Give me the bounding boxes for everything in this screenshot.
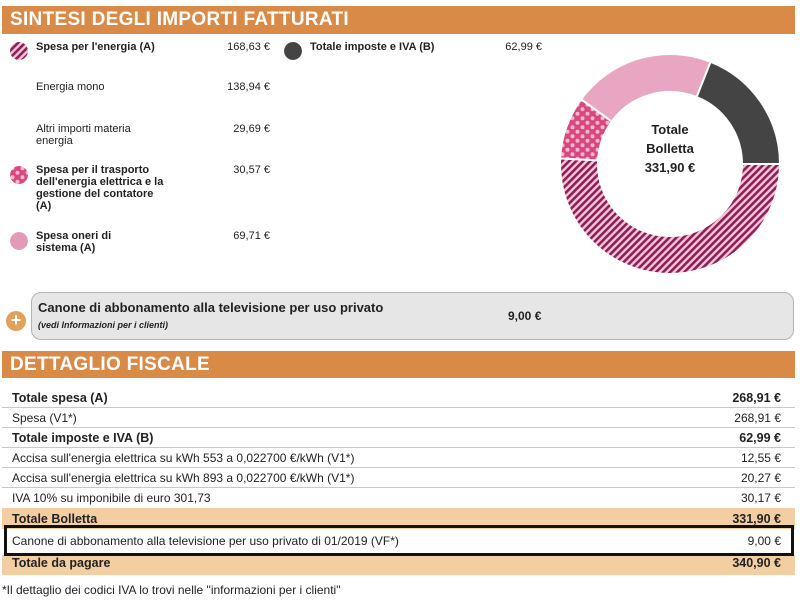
fiscal-row-label: Canone di abbonamento alla televisione per uso privato di 01/2019 (VF*) xyxy=(12,534,399,548)
fiscal-row-amount: 268,91 € xyxy=(732,391,781,405)
fiscal-row xyxy=(2,388,795,408)
legend-altri-label: Altri importi materia energia xyxy=(36,123,131,147)
legend-altri-amount: 29,69 € xyxy=(233,123,270,135)
legend-taxes-amount: 62,99 € xyxy=(505,41,542,53)
fiscal-row-label: IVA 10% su imponibile di euro 301,73 xyxy=(12,491,211,505)
fiscal-row xyxy=(2,428,795,448)
tv-fee-amount: 9,00 € xyxy=(508,309,542,323)
fiscal-row xyxy=(2,468,795,488)
fiscal-row xyxy=(2,488,795,508)
legend-transport-amount: 30,57 € xyxy=(233,164,270,176)
transport-hex-icon xyxy=(10,166,28,184)
donut-center-line2: Bolletta xyxy=(646,141,694,156)
legend-energy-mono-amount: 138,94 € xyxy=(227,81,270,93)
fiscal-row xyxy=(2,408,795,428)
highlight-frame xyxy=(4,525,794,556)
fiscal-row-amount: 62,99 € xyxy=(739,431,781,445)
fiscal-row-amount: 9,00 € xyxy=(747,534,781,548)
summary-section xyxy=(2,34,795,292)
donut-center-label xyxy=(610,120,730,177)
fiscal-row-label: Totale Bolletta xyxy=(12,512,98,526)
oneri-dot-icon xyxy=(10,232,28,250)
legend-energy-amount: 168,63 € xyxy=(227,41,270,53)
legend-taxes-label: Totale imposte e IVA (B) xyxy=(310,41,435,53)
summary-header: SINTESI DEGLI IMPORTI FATTURATI xyxy=(2,6,795,34)
fiscal-row-amount: 268,91 € xyxy=(734,411,781,425)
tv-fee-label: Canone di abbonamento alla televisione per uso privato xyxy=(38,300,384,315)
fiscal-row-label: Totale da pagare xyxy=(12,556,111,570)
legend-energy-label: Spesa per l'energia (A) xyxy=(36,41,155,53)
fiscal-row xyxy=(2,448,795,468)
fiscal-row-amount: 12,55 € xyxy=(740,451,781,465)
fiscal-row-amount: 340,90 € xyxy=(732,556,781,570)
footnote: *Il dettaglio dei codici IVA lo trovi nelle "informazioni per i clienti" xyxy=(2,583,341,597)
fiscal-row-amount: 30,17 € xyxy=(740,491,781,505)
fiscal-row-amount: 20,27 € xyxy=(740,471,781,485)
slice-oneri xyxy=(581,54,711,122)
taxes-dot-icon xyxy=(284,42,302,60)
fiscal-row-label: Totale imposte e IVA (B) xyxy=(12,431,154,445)
legend-transport-label: Spesa per il trasporto dell'energia elettrica e la gestione del contatore (A) xyxy=(36,164,164,212)
legend-oneri-amount: 69,71 € xyxy=(233,230,270,242)
energy-hatch-icon xyxy=(10,42,28,60)
fiscal-grand-total-row xyxy=(2,555,795,575)
donut-center-line1: Totale xyxy=(651,122,689,137)
fiscal-row-label: Totale spesa (A) xyxy=(12,391,108,405)
tv-fee-box xyxy=(31,292,794,340)
legend-energy-mono-label: Energia mono xyxy=(36,81,105,93)
fiscal-row-label: Spesa (V1*) xyxy=(12,411,77,425)
fiscal-row-label: Accisa sull'energia elettrica su kWh 553 a 0,022700 €/kWh (V1*) xyxy=(12,451,355,465)
legend-oneri-label: Spesa oneri di sistema (A) xyxy=(36,230,112,254)
plus-icon: + xyxy=(6,311,26,331)
donut-center-amount: 331,90 € xyxy=(644,160,696,175)
fiscal-header: DETTAGLIO FISCALE xyxy=(2,351,795,378)
fiscal-row-amount: 331,90 € xyxy=(732,512,781,526)
fiscal-row-label: Accisa sull'energia elettrica su kWh 893 a 0,022700 €/kWh (V1*) xyxy=(12,471,355,485)
tv-fee-note: (vedi Informazioni per i clienti) xyxy=(38,320,169,330)
